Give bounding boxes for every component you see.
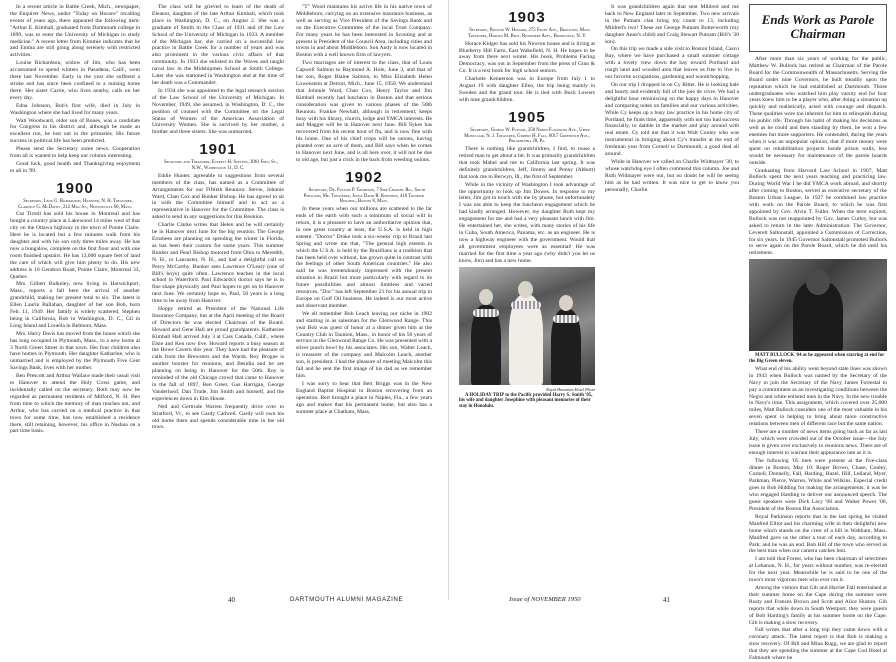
class-officers: Secretary, Leon G. Richardson, Hanover, N. H. Treasurer, Clarence G. McDavitt, 212 Mill St., Newtonville 60, Mass. (18, 198, 133, 210)
left-column-1 (10, 4, 140, 579)
left-page (0, 0, 448, 604)
paragraph: There are a number of news items going back as far as last July, which were crowded out of the October issue—the July issue is given over exclusively to reunions news. There are of enough interest to warrant their appearance late as it is. (749, 429, 887, 456)
paragraph: While in Hanover we called on Charlie Widmayer '30, to whose watchdog eye I often commend this column. Joe and Ruth Widmayer were out, but no doubt he will be seeing him as he had written. It was nice to get to know you personally, Charlie. (605, 158, 739, 193)
feature-headline: Ends Work as Parole Chairman (761, 12, 875, 41)
paragraph: In a recent article in Battle Creek, Mich., newspaper, the Enquirer News, under "Today on Horace" recalling events of years ago, there appeared the following item: "Arthur E. Kimball, graduated from Dartmouth college in 1899, was to enter the University of Michigan to study medicine." A recent letter from Kimmie indicates that he and Emma are still going along serenely with restricted activities. (10, 4, 140, 59)
page-number: 41 (663, 596, 670, 604)
paragraph: "T" Wood maintains his active life in his native town of Middleboro, carrying on an extensive insurance business, as well as serving as Vice President of the Savings Bank and on the Executive Committee of the local Trust Company. For many years he has been interested in Scouting and at present is President of the Council Area, including cities and towns in and about Middleboro. Son Andy is now located in Boston with a well known firm of lawyers. (296, 4, 432, 59)
paragraph: In these years when our millions are scattered to the far ends of the earth with such a minimum of social will in return, it is a pleasure to have an authoritative opinion that, in one great country at least, the U.S.A. is held in high esteem. "Doctor" Drake took a six-weeks' trip to Brazil last Spring and wrote me that, "The general high esteem in which the U.S.A. is held by the Brazilians is a tradition that has been held over without, has grown quite in contrast with the feelings of other South American countries." He also said he was tremendously impressed with the present situation in Brazil but more particularly with regard to its future possibilities and almost limitless and varied resources. "Doc" has left September 21 for his annual trip in Europe on Golf Oil business. He indeed is our most active and observant member. (296, 206, 432, 309)
paragraph: Ned and Gertrude Warren frequently drive over to Stratford, Vt., to see Gardy Cadwell. Gardy will own his old home there and spends considerable time in the old town. (152, 403, 284, 431)
issue-date: Issue of NOVEMBER 1950 (509, 596, 581, 603)
paragraph: On our trip I dropped in on Cy Ritter. He is looking hale and hearty and evidently full of the joie de vivre. We had a delightful hour reminiscing on the happy days in Hanover and comparing notes on families and our various activities. While Cy keeps up a busy law practice in his home city of Portland, he finds time, apparently with not too bad success financially, to dabble in the market and play around with real estate. Cy told me that it was Walt Conley who was instrumental in bringing about Cy's transfer at the end of freshman year from Cornell to Dartmouth, a good deal all around. (605, 81, 739, 158)
page-number: 40 (228, 596, 235, 604)
paragraph: Eddie Hunter, agreeable to suggestions from several members of the class, has named as a Committee of Arrangements for our Fiftieth Reunion: Stevie, Johnnie Ward, Chan Cox and Bunker Bishop. He has agreed to sit in with the Committee himself and to act as a representative in Hanover for the Committee. The class is asked to send in any suggestions for this Reunion. (152, 172, 284, 221)
paragraph: The class will be grieved to learn of the death of Eleanor, daughter of the late Arthur Kimball, which took place in Washington, D. C., on August 2. She was a graduate of Smith in the Class of 1931 and of the Law School of the University of Michigan in 1933. A member of the Michigan bar, she carried on a successful law practice in Battle Creek for a number of years and was also prominent in the various civic affairs of that community. In 1933 she enlisted in the Waves and taught naval law in the Midshipmen School at Smith College. Later she was stationed in Washington and at the time of her death was a Commander. (152, 4, 284, 86)
paragraph: The following '05 men were present at the five-class dinner in Boston, May 10: Roger Brown, Chase, Conley, Cornell, Donnelly, Fall, Harding, Hazel, Hill, Lelland, Myer, Parkman, Pierce, Warren, White and Wilkins. Especial credit goes to Bob Hidding for making the arrangements; it was he who engaged Harding to deliver our announced speech. The guest speakers were Dick Lacy '08 and Walter Power '06, President of the Boston Bar Association. (749, 457, 887, 512)
paragraph: Horace Kidger has sold his Newton house and is living at Blueberry Hill Farm, East Wakefield, N. H. He hopes to be away from there next winter. His book, Problems Facing Democracy, was out in September from the press of Ginn & Co. It is a text book for high school seniors. (459, 40, 595, 75)
class-year-heading: 1902 (345, 168, 383, 186)
class-year-heading: 1900 (56, 179, 94, 197)
class-officers: Secretary and Treasurer, Everett H. Stevens, 3061 First St., N.W., Washington 11, D. C. (163, 160, 279, 172)
left-column-2 (152, 4, 284, 579)
paragraph: Hoppy retired as President of the National Life Insurance Company, but at the April meeting of the Board of Directors he was elected Chairman of the Board. Howard and Gene Hall are proud grandparents. Katherine Kimball Hall arrived July 3 at Cass Canada, Calif., where Elsie and Ken now live. Howard reports a busy season at the Howe Cavern this year. They have had the pleasure of calls from the Brewsters and the Wards. Roy Brogue is another booster for reunions, and Besidia and he are planning on being in Hanover for the 50th. Roy is reminded of the old Chicago crowd that came to Hanover in the fall of 1897, Ben Greer, Gus Harrigan, George Vanderhoof, Dan Trude, Jim Smith and himself, and the experiences down in Elm House. (152, 306, 284, 402)
holiday-trip-photo (459, 267, 595, 385)
class-year-heading: 1905 (508, 108, 546, 126)
class-year-heading: 1901 (199, 141, 237, 159)
photo-credit: Royal Hawaiian Hotel Photo (546, 386, 595, 392)
paragraph: Walt Woodward, older son of Bones, was a candidate for Congress in his district and, although he made an excellent run, he lost out in the primaries. His future success in political life has been predicted. (10, 117, 140, 145)
feature-headline-box (749, 4, 887, 52)
paragraph: There is nothing like grandchildren, I find, to rouse a retired man to get about a bit. It was primarily grandchildren that took Mabel and me to California last spring. It was definitely grandchildren, Jeff, Jimmy and Penny (Abbott) that took me to Berwyn, Ill., the first of September. (459, 146, 595, 180)
paragraph: Charlie Clarke writes that Helen and he will certainly be in Hanover next June for the big reunion. The George Ernsbees are planning on spending the winter in Florida, as has been their custom for some years. This summer Bunker and Pearl Bishop motored from Ohio to Meredith, N. H., to Lancaster, N. H., and had a delightful call on Percy McCarthy. Bunker sees Lawrence O'Leary (one of Bill's boys) quite often. Lawrence teaches in the local school in Waterford. Paul Edwards's doctor says he is in fine shape physically and Paul hopes to get on to Hanover next June. We certainly hope so, Paul, 50 years is a long time to be away from Hanover. (152, 222, 284, 305)
class-officers: Secretary, George W. Putnam, 358 North Fullerton Ave., Upper Montclair, N. J. Treasurer, Gilbert H. Fall, 6017 Greenwich Ave., Philadelphia 28, Pa. (464, 127, 590, 145)
class-officers: Secretary, Dr. Putnam P. Thompson, 7 Ship Channel Rd., South Portland, Me. Treasurer, Judge David R. Kennison, 416 Trumour Building, Boston 8, Mass. (303, 187, 426, 205)
paragraph: Charlotte Kennerson was in Europe from July 1 to August 19 with daughter Ellen, the trip being mainly in Sweden and the grand tour. He is tied with Buck Lowers with nine grandchildren. (459, 76, 595, 103)
paragraph: Louise Richardson, widow of Jim, who has been accustomed to spend winters in Pasadena, Calif., went there last November. Early in the year she suffered a stroke and has since been confined to a nursing home there. Her sister Carrie, who lives nearby, calls on her every day. (10, 60, 140, 101)
paragraph: On this trip we made a side visit to Boston Island, Casco Bay, where we have purchased a small summer cottage with a lovely view down the bay toward Portland and rough land and wooded area that leaves us free to live in our favorite occupations, gardening and woodchopping. (605, 46, 739, 81)
paragraph: Among the visitors that Gib and Harriet Fall entertained at their summer home on the Cape during the summer were Rusty and Frances Brown and Scott and Alice Huston. Gib reports that while down in South Westport, they were guests of Bob Harding's family at his summer home on the Cape. Gib is making a slow recovery. (749, 584, 887, 626)
paragraph: Ben Prescott and Arthur Wallace made their usual visit to Hanover to attend the Holy Cross game, and incidentally called on the secretary. Both may now be regarded as permanent residents of Milford, N. H. Ben from time to which the memory of man reaches not, and Arthur, who has carried on a medical practice in that town for some time, has now established a residence there, still retaining, however, his office in Nashua on a part time basis. (10, 373, 140, 435)
class-year-heading: 1903 (508, 9, 546, 26)
right-column-1 (459, 4, 595, 579)
paragraph: Edna Johnson, Bob's first wife, died in July in Washington where she had lived for many years. (10, 102, 140, 116)
paragraph: Good luck, good health and Thanksgiving enjoyment to all in '99. (10, 160, 140, 174)
right-column-3 (749, 4, 887, 662)
paragraph: While in the vicinity of Washington I took advantage of the opportunity to look up Jim Dowes. In response to my letter, Jim got in touch with me by phone, but unfortunately I was not able to keep the luncheon engagement which he had kindly arranged. However, my daughter Ruth kept my engagement for me and had a very pleasant lunch with Jim. He entertained her, she writes, with many stories of his life in Cuba, South America, Panama, etc. as an engineer. He is now a highway engineer with the government. Would that all government employees were as essential! He was married for the first time a year ago (why didn't you let us know, Jim) and has a new home. (459, 181, 595, 264)
magazine-title: DARTMOUTH ALUMNI MAGAZINE (290, 596, 404, 603)
left-column-3 (296, 4, 432, 579)
paragraph: In 1934 she was appointed to the legal research section of the Law School of the University of Michigan. In November, 1949, she assumed, in Washington, D. C., the position of counsel with the Committee on the Legal Status of Women of the American Association of University Women. She is survived by her mother, a brother and three sisters. She was unmarried. (152, 87, 284, 136)
paragraph: Royal Parkinson reports that in the last spring he visited Manfred Elliot and his charming wife in their delightful new home which stands on the crest of a hill in Waltham, Mass. Manfred gave us the other a tour of each day, according to Park; and he was an end. Bob Hill of the town who served as the best man when our camera catches him. (749, 513, 887, 555)
paragraph: Cut Tirrell has sold his house in Montreal and has bought a country place at Lakewood 14 miles west of that city on the Ottawa highway in the town of Pointe Claire. Here he is located but a few minutes walk from his daughter and with his son only three miles away. He has now a bungalow, complete on the first floor and with one room finished upstairs. He has 13,000 square feet of land the care of which will give him plenty to do. His new address is 10 Gendron Road, Pointe Claire, Montreal 33, Quebec. (10, 211, 140, 280)
paragraph: Mrs. Gilbert Bulkeley, now living in Harwichport, Mass., reports a fall here the arrival of another grandchild, making her present total to six. The latest is Ellen Laurin Ballahan, daughter of her son Bob, born Feb. 11, 1949. Her family is widely scattered, Stephen being in California, Bob in Washington, D. C., Gil in Long Island and Louella in Belmont, Mass. (10, 281, 140, 329)
paragraph: I am told that Forest, who has been chairman of selectmen at Lebanon, N. H., for years without number, was re-elected for the next year. Meanwhile he is said to be one of the town's most vigorous men who ever ran it. (749, 556, 887, 584)
paragraph: Please send the Secretary some news. Cooperation from all is wanted to help keep our column interesting. (10, 146, 140, 160)
paragraph: I was sorry to hear that Bert Briggs was in the New England Baptist Hospital in Boston recovering from an operation. Bert brought a place in Naples, Fla., a few years ago and makes that his permanent home, but also has a summer place at Chatham, Mass. (296, 380, 432, 415)
paragraph: Fall writes that after a long trip they came down with a coronary attack. The latest report is that Bob is making a slow recovery. Of Bill and Mina Rugg, we are glad to report that they are spending the summer at the Cape Cod Hotel at Falmouth where he (749, 627, 887, 662)
paragraph: It was grandchildren again that sent Mildred and me back to New England later in September. Two new arrivals in the Putnam clan bring my count to 13, including Mildred's two! These are George Putnam Butterworth (my daughter Anne's child) and Craig Stewart Putnam (Bill's '30 son). (605, 4, 739, 45)
photo-caption: A HOLIDAY TRIP to the Pacific provided Harry S. Smith '05, his wife and daughter Josephine with pleasant memories of their stay in Honolulu. (459, 392, 593, 410)
paragraph: What end of his ability went beyond state lines was shown in 1943 when Bullock was named by the Secretary of the Navy to join the Secretary of the Navy James Forrestal to pay a commitment as an investigating conditions between the Negro and white enlisted men in the Navy. In the new trouble in Navy's time. This assignment, which covered over 25,000 miles, Matt Bullock considers one of the most valuable in his seven spent in helping to bring about more constructive relations between men of different race but the same nation. (749, 365, 887, 428)
class-officers: Secretary, Preston W. Howard, 275 Front Ave., Brockton, Mass. Treasurer, Harold M. Bent, Rivermere Apts., Brookville, N. Y. (467, 28, 591, 39)
paragraph: After more than six years of working for the public, Matthew W. Bullock has retired as Chairman of the Parole Board for the Commonwealth of Massachusetts. Serving the Board under nine Governors, he built steadily upon the reputation which he had established at Dartmouth. Those undergraduates who watched him play varsity end for four years knew him to be a player who, after doing a situation up quickly and realistically, acted with courage and dispatch. These qualities were too inherent for him to relinquish during his public life. Through his habit of making his decisions as well as he could and then standing by them, he won a few enemies but more supporters. He contended, during the years when it was an unpopular opinion, that if more money were spent on rehabilitation projects inside prison walls, less would be necessary for maintenance of the parole boards outside. (749, 56, 887, 166)
paragraph: Mrs. Harry Davis has moved from the house which she has long occupied in Plymouth, Mass., to a new home at 3 North Green Street in that town. Her four children also have homes in Plymouth. Her daughter Katharine, who is unmarried and is employed by the Plymouth Five Cent Savings Bank, lives with her mother. (10, 330, 140, 372)
paragraph: Graduating from Harvard Law School in 1907, Matt Bullock spent the next years teaching and practicing law. During World War I he did YMCA work abroad, and shortly after coming to Boston, served as executive secretary of the Boston Urban League. In 1927 he combined law practice with work on the Parole Board, to which he was first appointed by Gov. Alvin T. Fuller. When the term expired, Bullock was not reappointed by Gov. James Curley, but was asked to return in the later Administration. The Governor, Leverett Saltonstall, appointed a Commission of Correction, for six years. In 1945 Governor Saltonstall promoted Bullock to serve again on the Parole Board, which he did until his retirement. (749, 167, 887, 257)
matt-bullock-photo (749, 259, 887, 351)
photo-caption: MATT BULLOCK '04 as he appeared when starring at end for the Big Green eleven. (749, 353, 885, 365)
right-page (448, 0, 896, 662)
paragraph: Two marriages are of interest to the class, that of Louis Capwell Salmon to Raymond A. Hole, June 3, and that of her son, Roger Blaine Salmon, to Miss Elizabeth Helen Lowenstein at Detroit, Mich., June 15, 1950. We understand that Johnnie Ward, Chan Cox, Henry Taylor and Jim Kimball recently had luncheon in Boston and that serious consideration was given to various phases of the 50th Reunion. Frankie Newhall, although in retirement, keeps busy with his library, church, lodge and YMCA interests. He and Maggie will be in Hanover next June. Bill Sykes has recovered from his recent bout of flu, and is now fine with his home. One of his chief crops will be onions, having planted over an acre of them, and Bill says when he comes to Hanover next June, and is all here over, it will not be due to old age, but just a crick in the back from weeding onions. (296, 60, 432, 163)
right-column-2 (605, 4, 739, 579)
paragraph: We all remember Bob Leach leaving our niche in 1902 and starting in as salesman for the Glenwood Range. This year Bob was guest of honor at a dinner given him at the Country Club in Taunton, Mass., in honor of his 50 years of service in the Glenwood Range Co. He was presented with a silver punch bowl by his associates. His son, Walter Leach, is treasurer of the company and Malcolm Leach, another son, is president. I had the pleasure of meeting Malcolm this fall and he sent the first image of his dad as we remember him. (296, 310, 432, 379)
